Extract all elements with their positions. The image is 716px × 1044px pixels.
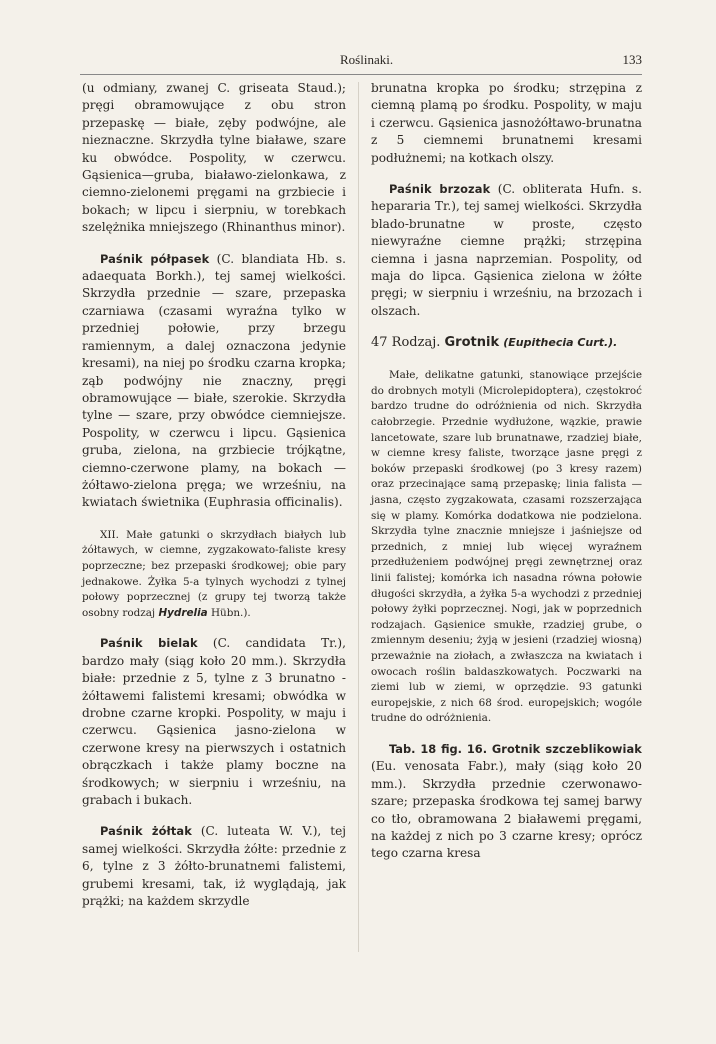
paragraph-text: (u odmiany, zwanej C. griseata Staud.); pręgi obramowujące z obu stron przepaskę — białe, zęby podwójne, ale nieznaczne. Skrzydła tylne białawe, szare ku obwódce. Pospolity, w czerwcu. Gąsienica—gruba, białawo-zielonkawa, z ciemno-zielonemi pręgami na grzbiecie i bokach; w lipcu i sierpniu, w torebkach szelężnika mniejszego (Rhinanthus minor). xyxy=(82,81,346,235)
paragraph-text: brunatna kropka po środku; strzępina z ciemną plamą po środku. Pospolity, w maju i czerwcu. Gąsienica jasnożółtawo-brunatna z 5 ciemnemi brunatnemi kresami podłużnemi; na kotkach olszy. xyxy=(371,81,642,165)
plate-reference: Tab. 18 fig. 16. xyxy=(389,741,488,756)
header-rule xyxy=(80,74,642,75)
species-name: Paśnik bielak xyxy=(100,636,198,651)
species-description: (C. luteata W. V.), tej samej wielkości. Skrzydła żółte: przednie z 6, tylne z 3 żółto-brunatnemi falistemi, grubemi kresami, tak, iż wyglądają, jak prążki; na każdem skrzydle xyxy=(82,824,346,908)
species-entry-zoltak xyxy=(82,823,346,910)
group-note-xii xyxy=(82,528,346,622)
genus-description-text: Małe, delikatne gatunki, stanowiące przejście do drobnych motyli (Microlepidoptera), częstokroć bardzo trudne do odróżnienia od nich. Skrzydła całobrzegie. Przednie wydłużone, wązkie, prawie lancetowate, szare lub brunatnawe, rzadziej białe, w ciemne kresy faliste, tworzące jasne pręgi z boków przepaski środkowej (po 3 kresy razem) oraz przecinające samą przepaskę; linia falista — jasna, często zygzakowata, czasami rozszerzająca się w plamy. Komórka dodatkowa nie podzielona. Skrzydła tylne znacznie mniejsze i jaśniejsze od przednich, z mniej lub więcej wyraźnem przedłużeniem podwójnej pręgi zewnętrznej oraz linii falistej; komórka ich nasadna równa połowie długości skrzydła, a żyłka 5-a wychodzi z przedniej połowy żyłki poprzecznej. Nogi, jak w poprzednich rodzajach. Gąsienice smukłe, rzadziej grube, o zmiennym deseniu; żyją w jesieni (rzadziej wiosną) przeważnie na ziołach, a zwłaszcza na kwiatach i owocach roślin baldaszkowatych. Poczwarki na ziemi lub w ziemi, w oprzędzie. 93 gatunki europejskie, z nich 68 środ. europejskich; wogóle trudne do odróżnienia. xyxy=(371,369,642,725)
genus-latin-name: (Eupithecia Curt.). xyxy=(503,336,618,350)
genus-description xyxy=(371,368,642,727)
genus-number: 47 Rodzaj. xyxy=(371,335,441,351)
species-description: (Eu. venosata Fabr.), mały (siąg koło 20 mm.). Skrzydła przednie czerwonawo-szare; przepaska środkowa tej samej barwy co tło, obramowana 2 białawemi pręgami, na każdej z nich po 3 czarne kresy; oprócz tego czarna kresa xyxy=(371,759,642,861)
species-name: Grotnik szczeblikowiak xyxy=(491,741,642,756)
species-entry-szczeblikowiak xyxy=(371,741,642,863)
genus-name: Grotnik xyxy=(444,335,500,351)
right-column xyxy=(371,80,642,863)
page-number: 133 xyxy=(622,52,642,67)
genus-heading xyxy=(371,334,642,352)
species-entry-bielak xyxy=(82,635,346,809)
group-note-text: XII. Małe gatunki o skrzydłach białych lub żółtawych, w ciemne, zygzakowato-faliste kresy poprzeczne; bez przepaski środkowej; obie pary jednakowe. Żyłka 5-a tylnych wychodzi z tylnej połowy poprzecznej (z grupy tej tworzą także osobny rodzaj xyxy=(82,528,346,619)
continued-paragraph xyxy=(371,80,642,167)
genus-hydrelia: Hydrelia xyxy=(158,606,208,619)
species-name: Paśnik brzozak xyxy=(389,182,491,197)
running-head xyxy=(82,52,642,72)
running-title: Roślinaki. xyxy=(340,52,394,67)
column-divider xyxy=(358,82,359,952)
species-name: Paśnik półpasek xyxy=(100,251,210,266)
species-entry-polpasek xyxy=(82,251,346,512)
continued-paragraph xyxy=(82,80,346,237)
left-column xyxy=(82,80,346,910)
species-name: Paśnik żółtak xyxy=(100,824,192,839)
species-description: (C. obliterata Hufn. s. hepararia Tr.), tej samej wielkości. Skrzydła blado-brunatne w proste, często niewyraźne ciemne prążki; strzępina ciemna i jasna naprzemian. Pospolity, od maja do lipca. Gąsienica zielona w żółte pręgi; w sierpniu i wrześniu, na brzozach i olszach. xyxy=(371,182,642,318)
group-note-end: Hübn.). xyxy=(207,606,251,619)
species-entry-brzozak xyxy=(371,181,642,320)
species-description: (C. candidata Tr.), bardzo mały (siąg koło 20 mm.). Skrzydła białe: przednie z 5, tylne z 3 brunatno - żółtawemi falistemi kresami; obwódka w drobne czarne kropki. Pospolity, w maju i czerwcu. Gąsienica jasno-zielona w czerwone kresy na pierwszych i ostatnich obrączkach i także plamy boczne na środkowych; w sierpniu i wrześniu, na grabach i bukach. xyxy=(82,636,346,807)
species-description: (C. blandiata Hb. s. adaequata Borkh.), tej samej wielkości. Skrzydła przednie — szare, przepaska czarniawa (czasami wyraźna tylko w przedniej połowie, przy brzegu ramiennym, a dalej oznaczona jedynie kresami), na niej po środku czarna kropka; ząb podwójny nie znaczny, pręgi obramowujące — białe, szerokie. Skrzydła tylne — szare, przy obwódce ciemniejsze. Pospolity, w czerwcu i lipcu. Gąsienica gruba, zielona, na grzbiecie trójkątne, ciemno-czerwone plamy, na bokach — żółtawo-zielona pręga; we wrześniu, na kwiatach świetnika (Euphrasia officinalis). xyxy=(82,251,346,510)
